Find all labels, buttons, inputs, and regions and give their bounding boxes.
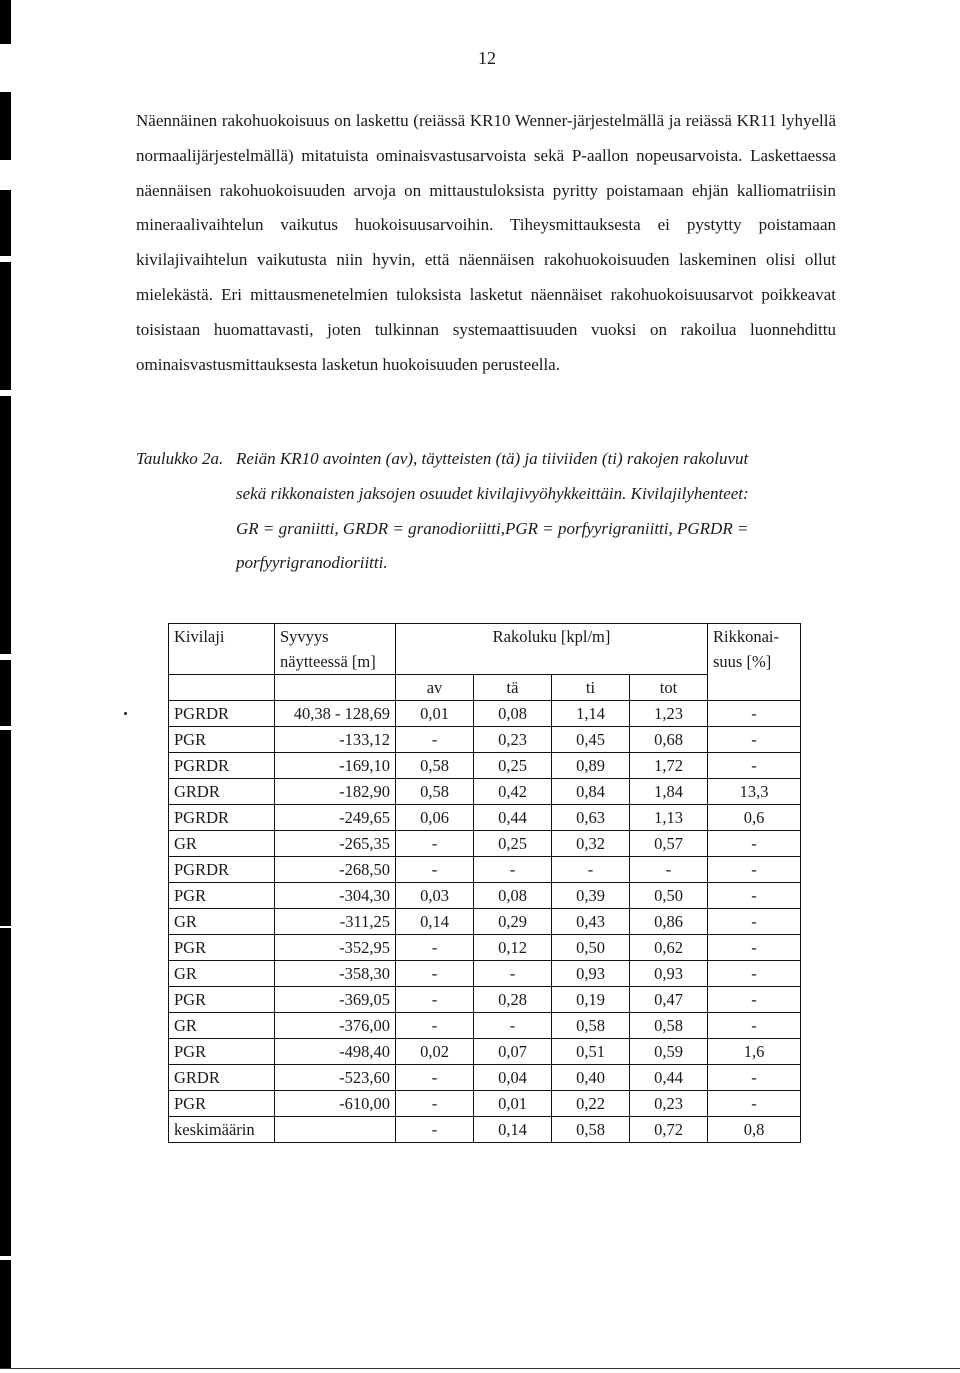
table-header-row — [169, 624, 801, 650]
cell-syvyys: -311,25 — [275, 909, 396, 935]
cell-syvyys: -249,65 — [275, 805, 396, 831]
header-rikkonaisuus-line1: Rikkonai- — [713, 627, 779, 646]
header-syvyys-line2: näytteessä [m] — [280, 652, 376, 671]
cell-ti: 0,40 — [552, 1065, 630, 1091]
header-kivilaji: Kivilaji — [169, 624, 275, 675]
margin-mark — [0, 0, 11, 44]
cell-av: - — [396, 831, 474, 857]
margin-mark — [0, 588, 11, 654]
page-number: 12 — [478, 48, 496, 68]
cell-kivilaji: PGR — [169, 1091, 275, 1117]
margin-mark — [0, 324, 11, 390]
table-row — [169, 779, 801, 805]
cell-ti: 0,84 — [552, 779, 630, 805]
cell-kivilaji: keskimäärin — [169, 1117, 275, 1143]
cell-av: 0,03 — [396, 883, 474, 909]
cell-kivilaji: GR — [169, 831, 275, 857]
cell-tot: 1,13 — [630, 805, 708, 831]
scan-margin-marks — [0, 0, 12, 1373]
cell-tot: 0,50 — [630, 883, 708, 909]
cell-ta: 0,44 — [474, 805, 552, 831]
cell-rikkonaisuus: - — [708, 987, 801, 1013]
cell-rikkonaisuus: - — [708, 701, 801, 727]
table-row — [169, 857, 801, 883]
cell-tot: 0,86 — [630, 909, 708, 935]
cell-ta: 0,08 — [474, 701, 552, 727]
cell-rikkonaisuus: 0,6 — [708, 805, 801, 831]
cell-ta: 0,08 — [474, 883, 552, 909]
margin-mark — [0, 262, 11, 328]
margin-mark — [0, 458, 11, 524]
cell-ta: 0,01 — [474, 1091, 552, 1117]
cell-av: - — [396, 1091, 474, 1117]
margin-mark — [0, 524, 11, 590]
cell-syvyys: -523,60 — [275, 1065, 396, 1091]
cell-av: - — [396, 987, 474, 1013]
header-rikkonaisuus-line2: suus [%] — [713, 652, 772, 671]
cell-av: 0,14 — [396, 909, 474, 935]
cell-ta: 0,29 — [474, 909, 552, 935]
cell-tot: 0,23 — [630, 1091, 708, 1117]
cell-tot: 0,44 — [630, 1065, 708, 1091]
cell-kivilaji: PGR — [169, 935, 275, 961]
cell-av: 0,02 — [396, 1039, 474, 1065]
header-rakoluku: Rakoluku [kpl/m] — [396, 624, 708, 650]
cell-av: - — [396, 727, 474, 753]
cell-rikkonaisuus: - — [708, 909, 801, 935]
cell-tot: 0,93 — [630, 961, 708, 987]
cell-ti: 0,58 — [552, 1117, 630, 1143]
cell-kivilaji: GRDR — [169, 779, 275, 805]
cell-syvyys: -358,30 — [275, 961, 396, 987]
cell-av: - — [396, 857, 474, 883]
cell-ta: 0,42 — [474, 779, 552, 805]
table-row — [169, 727, 801, 753]
cell-kivilaji: PGR — [169, 727, 275, 753]
caption-first-line — [136, 442, 846, 477]
cell-ti: 0,93 — [552, 961, 630, 987]
caption-line-3: GR = graniitti, GRDR = granodioriitti,PGR = porfyyrigraniitti, PGRDR = — [236, 518, 749, 538]
cell-rikkonaisuus: - — [708, 935, 801, 961]
cell-ti: 0,51 — [552, 1039, 630, 1065]
table-subheader-row — [169, 675, 801, 701]
cell-ta: 0,04 — [474, 1065, 552, 1091]
cell-av: - — [396, 1013, 474, 1039]
caption-line-2: sekä rikkonaisten jaksojen osuudet kivilajivyöhykkeittäin. Kivilajilyhenteet: — [236, 483, 749, 503]
cell-kivilaji: PGRDR — [169, 857, 275, 883]
table-row — [169, 961, 801, 987]
cell-ti: 0,45 — [552, 727, 630, 753]
cell-ti: 0,22 — [552, 1091, 630, 1117]
cell-av: - — [396, 935, 474, 961]
caption-label: Taulukko 2a. — [136, 449, 224, 468]
cell-tot: 1,72 — [630, 753, 708, 779]
cell-ta: 0,14 — [474, 1117, 552, 1143]
cell-rikkonaisuus: - — [708, 1013, 801, 1039]
fracture-table — [168, 623, 801, 1143]
cell-kivilaji: GR — [169, 961, 275, 987]
cell-syvyys: -352,95 — [275, 935, 396, 961]
cell-kivilaji: PGRDR — [169, 753, 275, 779]
cell-tot: 1,23 — [630, 701, 708, 727]
cell-syvyys: -369,05 — [275, 987, 396, 1013]
cell-rikkonaisuus: - — [708, 753, 801, 779]
cell-rikkonaisuus: - — [708, 1065, 801, 1091]
margin-mark — [0, 1190, 11, 1256]
cell-rikkonaisuus: - — [708, 857, 801, 883]
cell-syvyys: -133,12 — [275, 727, 396, 753]
cell-ti: 0,58 — [552, 1013, 630, 1039]
margin-mark — [0, 928, 11, 994]
subheader-ti: ti — [552, 675, 630, 701]
cell-av: 0,01 — [396, 701, 474, 727]
margin-mark — [0, 994, 11, 1060]
cell-av: - — [396, 961, 474, 987]
cell-syvyys: 40,38 - 128,69 — [275, 701, 396, 727]
table-row — [169, 753, 801, 779]
cell-ta: - — [474, 961, 552, 987]
cell-rikkonaisuus: - — [708, 831, 801, 857]
cell-av: - — [396, 1065, 474, 1091]
cell-ta: 0,07 — [474, 1039, 552, 1065]
cell-syvyys: -265,35 — [275, 831, 396, 857]
cell-ti: 0,32 — [552, 831, 630, 857]
table-row — [169, 805, 801, 831]
cell-tot: - — [630, 857, 708, 883]
header-syvyys — [275, 624, 396, 675]
subheader-tot: tot — [630, 675, 708, 701]
cell-kivilaji: PGR — [169, 883, 275, 909]
margin-mark — [0, 860, 11, 926]
cell-av: 0,58 — [396, 753, 474, 779]
cell-ti: 0,63 — [552, 805, 630, 831]
header-rikkonaisuus — [708, 624, 801, 701]
body-paragraph: Näennäinen rakohuokoisuus on laskettu (reiässä KR10 Wenner-järjestelmällä ja reiässä KR11 lyhyellä normaalijärjestelmällä) mitatuista ominaisvastusarvoista sekä P-aallon nopeusarvoista. Laskettaessa näennäisen rakohuokoisuuden arvoja on mittaustuloksista pyritty poistamaan ehjän kalliomatriisin mineraalivaihtelun vaikutus huokoisuusarvoihin. Tiheysmittauksesta ei pystytty poistamaan kivilajivaihtelun vaikutusta niin hyvin, että näennäisen rakohuokoisuuden laskeminen olisi ollut mielekästä. Eri mittausmenetelmien tuloksista lasketut näennäiset rakohuokoisuusarvot poikkeavat toisistaan huomattavasti, joten tulkinnan systemaattisuuden vuoksi on rakoilua luonnehdittu ominaisvastusmittauksesta lasketun huokoisuuden perusteella. — [136, 111, 836, 374]
page-bottom-rule — [0, 1368, 960, 1369]
cell-kivilaji: GR — [169, 1013, 275, 1039]
cell-tot: 1,84 — [630, 779, 708, 805]
cell-rikkonaisuus: 13,3 — [708, 779, 801, 805]
margin-mark — [0, 660, 11, 726]
cell-rikkonaisuus: - — [708, 1091, 801, 1117]
cell-ti: 1,14 — [552, 701, 630, 727]
subheader-empty-1 — [169, 675, 275, 701]
cell-syvyys — [275, 1117, 396, 1143]
cell-rikkonaisuus: - — [708, 883, 801, 909]
scan-speck — [124, 712, 127, 715]
table-row — [169, 701, 801, 727]
cell-syvyys: -376,00 — [275, 1013, 396, 1039]
cell-syvyys: -498,40 — [275, 1039, 396, 1065]
cell-ta: - — [474, 857, 552, 883]
margin-mark — [0, 1126, 11, 1192]
margin-mark — [0, 190, 11, 256]
cell-ti: 0,43 — [552, 909, 630, 935]
margin-mark — [0, 730, 11, 796]
cell-rikkonaisuus: 1,6 — [708, 1039, 801, 1065]
cell-rikkonaisuus: - — [708, 727, 801, 753]
table-row — [169, 935, 801, 961]
cell-av: 0,06 — [396, 805, 474, 831]
cell-av: - — [396, 1117, 474, 1143]
table-row — [169, 1091, 801, 1117]
subheader-empty-2 — [275, 675, 396, 701]
cell-kivilaji: PGRDR — [169, 805, 275, 831]
cell-ti: 0,89 — [552, 753, 630, 779]
cell-ti: 0,19 — [552, 987, 630, 1013]
table-row — [169, 909, 801, 935]
cell-ti: 0,50 — [552, 935, 630, 961]
cell-rikkonaisuus: 0,8 — [708, 1117, 801, 1143]
cell-syvyys: -169,10 — [275, 753, 396, 779]
margin-mark — [0, 794, 11, 860]
cell-av: 0,58 — [396, 779, 474, 805]
cell-rikkonaisuus: - — [708, 961, 801, 987]
table-row — [169, 883, 801, 909]
cell-tot: 0,57 — [630, 831, 708, 857]
cell-tot: 0,68 — [630, 727, 708, 753]
table-row — [169, 831, 801, 857]
header-spacer — [396, 649, 708, 675]
header-syvyys-line1: Syvyys — [280, 627, 329, 646]
cell-ta: 0,12 — [474, 935, 552, 961]
cell-syvyys: -610,00 — [275, 1091, 396, 1117]
margin-mark — [0, 92, 11, 160]
margin-mark — [0, 1060, 11, 1126]
cell-syvyys: -304,30 — [275, 883, 396, 909]
subheader-ta: tä — [474, 675, 552, 701]
cell-kivilaji: PGR — [169, 987, 275, 1013]
margin-mark — [0, 1260, 11, 1326]
cell-kivilaji: GRDR — [169, 1065, 275, 1091]
table-row — [169, 1065, 801, 1091]
table-body — [169, 624, 801, 1143]
cell-ta: 0,25 — [474, 831, 552, 857]
caption-line-1: Reiän KR10 avointen (av), täytteisten (tä) ja tiiviiden (ti) rakojen rakoluvut — [236, 449, 749, 468]
table-row — [169, 1117, 801, 1143]
cell-ti: 0,39 — [552, 883, 630, 909]
subheader-av: av — [396, 675, 474, 701]
table-caption — [136, 442, 846, 581]
cell-kivilaji: GR — [169, 909, 275, 935]
cell-tot: 0,59 — [630, 1039, 708, 1065]
cell-kivilaji: PGR — [169, 1039, 275, 1065]
cell-syvyys: -268,50 — [275, 857, 396, 883]
table-row — [169, 1013, 801, 1039]
table-row — [169, 987, 801, 1013]
cell-syvyys: -182,90 — [275, 779, 396, 805]
caption-line-4: porfyyrigranodioriitti. — [236, 553, 388, 573]
cell-kivilaji: PGRDR — [169, 701, 275, 727]
cell-ta: - — [474, 1013, 552, 1039]
cell-tot: 0,58 — [630, 1013, 708, 1039]
table-row — [169, 1039, 801, 1065]
cell-ta: 0,23 — [474, 727, 552, 753]
cell-ta: 0,25 — [474, 753, 552, 779]
cell-tot: 0,62 — [630, 935, 708, 961]
cell-tot: 0,47 — [630, 987, 708, 1013]
margin-mark — [0, 396, 11, 462]
cell-ti: - — [552, 857, 630, 883]
cell-ta: 0,28 — [474, 987, 552, 1013]
cell-tot: 0,72 — [630, 1117, 708, 1143]
margin-mark — [0, 1318, 11, 1368]
